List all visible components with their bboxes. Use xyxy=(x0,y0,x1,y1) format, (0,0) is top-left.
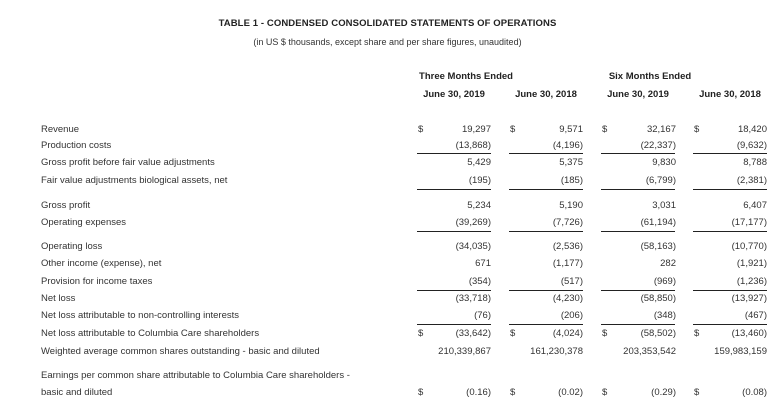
row-label: Net loss xyxy=(41,293,76,304)
cell-value: 5,234 xyxy=(467,200,491,211)
cell-value: (206) xyxy=(560,310,583,321)
subtotal-rule xyxy=(509,324,583,325)
currency-symbol: $ xyxy=(418,124,424,135)
subtotal-rule xyxy=(601,153,675,154)
cell-value: (2,381) xyxy=(736,175,767,186)
row-label: Production costs xyxy=(41,140,112,151)
subtotal-rule xyxy=(509,290,583,291)
currency-symbol: $ xyxy=(602,124,608,135)
cell-value: (517) xyxy=(560,276,583,287)
row-label: Operating loss xyxy=(41,241,103,252)
currency-symbol: $ xyxy=(418,328,424,339)
row-label: Gross profit xyxy=(41,200,91,211)
cell-value: 5,429 xyxy=(467,157,491,168)
cell-value: (348) xyxy=(653,310,676,321)
cell-value: (4,024) xyxy=(552,328,583,339)
subtotal-rule xyxy=(601,189,675,190)
subtotal-rule xyxy=(601,324,675,325)
row-label: Gross profit before fair value adjustments xyxy=(41,157,215,168)
cell-value: 5,375 xyxy=(559,157,583,168)
cell-value: 9,830 xyxy=(652,157,676,168)
cell-value: (10,770) xyxy=(731,241,767,252)
column-header: June 30, 2018 xyxy=(699,89,761,100)
currency-symbol: $ xyxy=(510,124,516,135)
cell-value: (4,196) xyxy=(552,140,583,151)
cell-value: (185) xyxy=(560,175,583,186)
subtotal-rule xyxy=(417,153,491,154)
row-label: Revenue xyxy=(41,124,80,135)
subtotal-rule xyxy=(601,231,675,232)
subtotal-rule xyxy=(509,153,583,154)
currency-symbol: $ xyxy=(602,328,608,339)
cell-value: (6,799) xyxy=(645,175,676,186)
cell-value: 6,407 xyxy=(743,200,767,211)
subtotal-rule xyxy=(417,231,491,232)
subtotal-rule xyxy=(693,153,767,154)
cell-value: 32,167 xyxy=(646,124,676,135)
cell-value: (1,177) xyxy=(552,258,583,269)
row-label: Earnings per common share attributable to Columbia Care shareholders - xyxy=(41,370,350,381)
table-title: TABLE 1 - CONDENSED CONSOLIDATED STATEMENTS OF OPERATIONS xyxy=(218,18,557,29)
cell-value: (22,337) xyxy=(640,140,676,151)
cell-value: 19,297 xyxy=(461,124,491,135)
cell-value: (2,536) xyxy=(552,241,583,252)
cell-value: (4,230) xyxy=(552,293,583,304)
column-header: June 30, 2018 xyxy=(515,89,577,100)
cell-value: (33,718) xyxy=(455,293,491,304)
cell-value: (13,460) xyxy=(731,328,767,339)
cell-value: (33,642) xyxy=(455,328,491,339)
cell-value: 282 xyxy=(660,258,676,269)
row-label: Other income (expense), net xyxy=(41,258,162,269)
cell-value: 203,353,542 xyxy=(623,346,676,357)
subtotal-rule xyxy=(693,189,767,190)
cell-value: 161,230,378 xyxy=(530,346,583,357)
cell-value: 18,420 xyxy=(737,124,767,135)
currency-symbol: $ xyxy=(510,328,516,339)
currency-symbol: $ xyxy=(510,387,516,398)
currency-symbol: $ xyxy=(694,124,700,135)
row-label: Weighted average common shares outstanding - basic and diluted xyxy=(41,346,320,357)
row-label: Provision for income taxes xyxy=(41,276,153,287)
cell-value: (58,850) xyxy=(640,293,676,304)
cell-value: (76) xyxy=(474,310,491,321)
subtotal-rule xyxy=(417,189,491,190)
cell-value: (0.16) xyxy=(466,387,491,398)
cell-value: (195) xyxy=(468,175,491,186)
table-subtitle: (in US $ thousands, except share and per share figures, unaudited) xyxy=(253,37,522,47)
group-header-six-months: Six Months Ended xyxy=(608,71,692,82)
cell-value: (17,177) xyxy=(731,217,767,228)
currency-symbol: $ xyxy=(418,387,424,398)
cell-value: (467) xyxy=(744,310,767,321)
subtotal-rule xyxy=(417,290,491,291)
row-label: Operating expenses xyxy=(41,217,127,228)
currency-symbol: $ xyxy=(602,387,608,398)
cell-value: (0.02) xyxy=(558,387,583,398)
cell-value: (1,236) xyxy=(736,276,767,287)
row-label: Net loss attributable to non-controlling interests xyxy=(41,310,240,321)
subtotal-rule xyxy=(601,290,675,291)
cell-value: (58,163) xyxy=(640,241,676,252)
row-label: basic and diluted xyxy=(41,387,113,398)
cell-value: (9,632) xyxy=(736,140,767,151)
group-header-three-months: Three Months Ended xyxy=(419,71,513,82)
cell-value: (7,726) xyxy=(552,217,583,228)
currency-symbol: $ xyxy=(694,328,700,339)
subtotal-rule xyxy=(509,231,583,232)
cell-value: 671 xyxy=(475,258,491,269)
cell-value: 159,983,159 xyxy=(714,346,767,357)
cell-value: 5,190 xyxy=(559,200,583,211)
cell-value: (0.29) xyxy=(651,387,676,398)
cell-value: (61,194) xyxy=(640,217,676,228)
cell-value: (969) xyxy=(653,276,676,287)
subtotal-rule xyxy=(693,231,767,232)
column-header: June 30, 2019 xyxy=(423,89,485,100)
subtotal-rule xyxy=(417,324,491,325)
cell-value: (13,927) xyxy=(731,293,767,304)
column-header: June 30, 2019 xyxy=(607,89,669,100)
cell-value: (58,502) xyxy=(640,328,676,339)
cell-value: 210,339,867 xyxy=(438,346,491,357)
subtotal-rule xyxy=(693,290,767,291)
cell-value: (13,868) xyxy=(455,140,491,151)
cell-value: (39,269) xyxy=(455,217,491,228)
cell-value: (0.08) xyxy=(742,387,767,398)
cell-value: (354) xyxy=(468,276,491,287)
cell-value: (34,035) xyxy=(455,241,491,252)
row-label: Fair value adjustments biological assets, net xyxy=(41,175,228,186)
cell-value: (1,921) xyxy=(736,258,767,269)
currency-symbol: $ xyxy=(694,387,700,398)
subtotal-rule xyxy=(509,189,583,190)
subtotal-rule xyxy=(693,324,767,325)
cell-value: 9,571 xyxy=(559,124,583,135)
cell-value: 8,788 xyxy=(743,157,767,168)
row-label: Net loss attributable to Columbia Care shareholders xyxy=(41,328,260,339)
cell-value: 3,031 xyxy=(652,200,676,211)
